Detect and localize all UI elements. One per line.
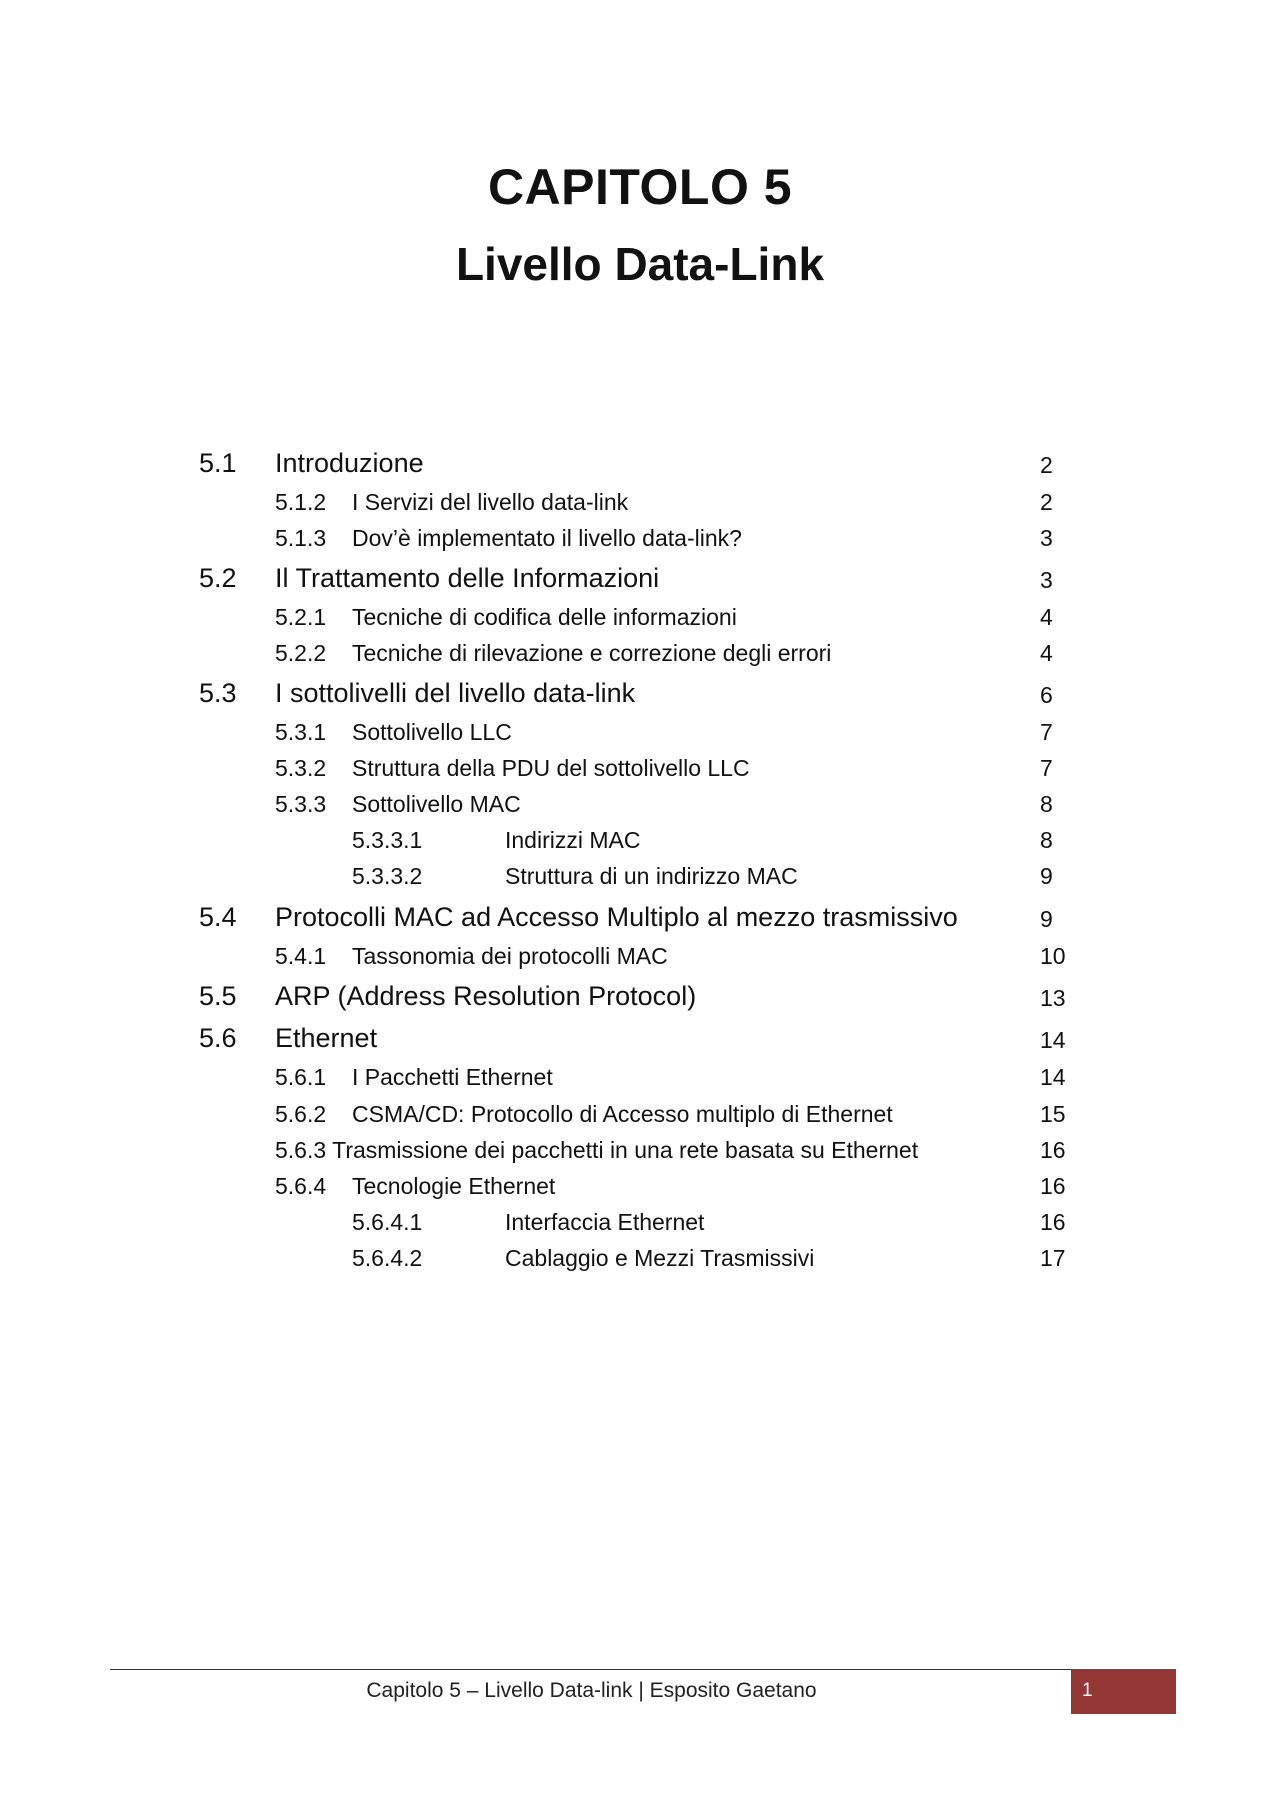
toc-entry-title: CSMA/CD: Protocollo di Accesso multiplo di Ethernet (352, 1101, 893, 1127)
toc-entry-title: Sottolivello LLC (352, 719, 512, 745)
toc-entry-title: I sottolivelli del livello data-link (275, 678, 636, 708)
toc-entry-title: Tecnologie Ethernet (352, 1173, 556, 1199)
toc-entry-number: 5.4.1 (275, 943, 327, 969)
toc-entry-page: 9 (1040, 863, 1053, 889)
toc-entry-number: 5.3.3 (275, 791, 327, 817)
toc-entry-title: Il Trattamento delle Informazioni (275, 563, 660, 593)
toc-entry-number: 5.1 (199, 448, 237, 478)
toc-entry-number: 5.3.1 (275, 719, 327, 745)
toc-entry-number: 5.3.2 (275, 755, 327, 781)
toc-entry-title: ARP (Address Resolution Protocol) (275, 981, 697, 1011)
toc-entry-title: Struttura della PDU del sottolivello LLC (352, 755, 750, 781)
toc-entry-page: 7 (1040, 755, 1053, 781)
toc-entry-number: 5.4 (199, 902, 237, 932)
toc-entry-page: 15 (1040, 1101, 1066, 1127)
toc-entry-title: Protocolli MAC ad Accesso Multiplo al mezzo trasmissivo (275, 902, 958, 932)
toc-entry-page: 9 (1040, 906, 1053, 932)
toc-entry-title: Dov’è implementato il livello data-link? (352, 525, 742, 551)
footer-divider (110, 1669, 1073, 1670)
toc-entry-number: 5.6.1 (275, 1064, 327, 1090)
toc-entry-number: 5.6.2 (275, 1101, 327, 1127)
toc-entry-page: 16 (1040, 1209, 1066, 1235)
toc-entry-page: 4 (1040, 604, 1053, 630)
toc-entry-number: 5.3.3.1 (352, 827, 423, 853)
toc-entry-page: 14 (1040, 1027, 1066, 1053)
toc-entry-number: 5.1.3 (275, 525, 327, 551)
toc-entry-page: 6 (1040, 682, 1053, 708)
toc-entry-number: 5.5 (199, 981, 237, 1011)
toc-entry-page: 8 (1040, 791, 1053, 817)
toc-entry-title: Introduzione (275, 448, 424, 478)
toc-entry-page: 2 (1040, 452, 1053, 478)
toc-entry-title: Struttura di un indirizzo MAC (505, 863, 798, 889)
chapter-number: CAPITOLO 5 (487, 159, 793, 215)
toc-entry-number: 5.6.4.2 (352, 1245, 423, 1271)
toc-entry-number: 5.2.1 (275, 604, 327, 630)
toc-entry-page: 4 (1040, 640, 1053, 666)
toc-entry-number: 5.3.3.2 (352, 863, 423, 889)
toc-entry-page: 16 (1040, 1137, 1066, 1163)
toc-entry-page: 16 (1040, 1173, 1066, 1199)
toc-entry-number: 5.6 (199, 1023, 237, 1053)
toc-entry-number: 5.1.2 (275, 489, 327, 515)
toc-entry-page: 17 (1040, 1245, 1066, 1271)
toc-entry-number: 5.3 (199, 678, 237, 708)
toc-entry-title: Interfaccia Ethernet (505, 1209, 705, 1235)
toc-entry-number: 5.6.4.1 (352, 1209, 423, 1235)
toc-entry-title: Tassonomia dei protocolli MAC (352, 943, 668, 969)
toc-entry-title: I Pacchetti Ethernet (352, 1064, 553, 1090)
toc-entry-page: 10 (1040, 943, 1066, 969)
toc-entry-page: 14 (1040, 1064, 1066, 1090)
toc-entry-title: Tecniche di codifica delle informazioni (352, 604, 737, 630)
toc-entry-number: 5.6.4 (275, 1173, 327, 1199)
toc-entry-title: Sottolivello MAC (352, 791, 521, 817)
toc-entry-title: 5.6.3 Trasmissione dei pacchetti in una rete basata su Ethernet (275, 1137, 919, 1163)
toc-entry-page: 3 (1040, 525, 1053, 551)
toc-entry-page: 7 (1040, 719, 1053, 745)
toc-entry-page: 3 (1040, 567, 1053, 593)
footer-text: Capitolo 5 – Livello Data-link | Esposito Gaetano (366, 1679, 817, 1702)
toc-entry-page: 8 (1040, 827, 1053, 853)
page-number-badge (1071, 1669, 1176, 1714)
toc-entry-title: Cablaggio e Mezzi Trasmissivi (505, 1245, 815, 1271)
toc-entry-page: 13 (1040, 985, 1066, 1011)
toc-entry-page: 2 (1040, 489, 1053, 515)
toc-entry-number: 5.2.2 (275, 640, 327, 666)
toc-entry-title: I Servizi del livello data-link (352, 489, 629, 515)
toc-entry-number: 5.2 (199, 563, 237, 593)
chapter-title: Livello Data-Link (455, 238, 825, 290)
toc-entry-title: Tecniche di rilevazione e correzione degli errori (352, 640, 832, 666)
toc-entry-title: Indirizzi MAC (505, 827, 641, 853)
page-number: 1 (1082, 1680, 1093, 1701)
toc-entry-title: Ethernet (275, 1023, 378, 1053)
